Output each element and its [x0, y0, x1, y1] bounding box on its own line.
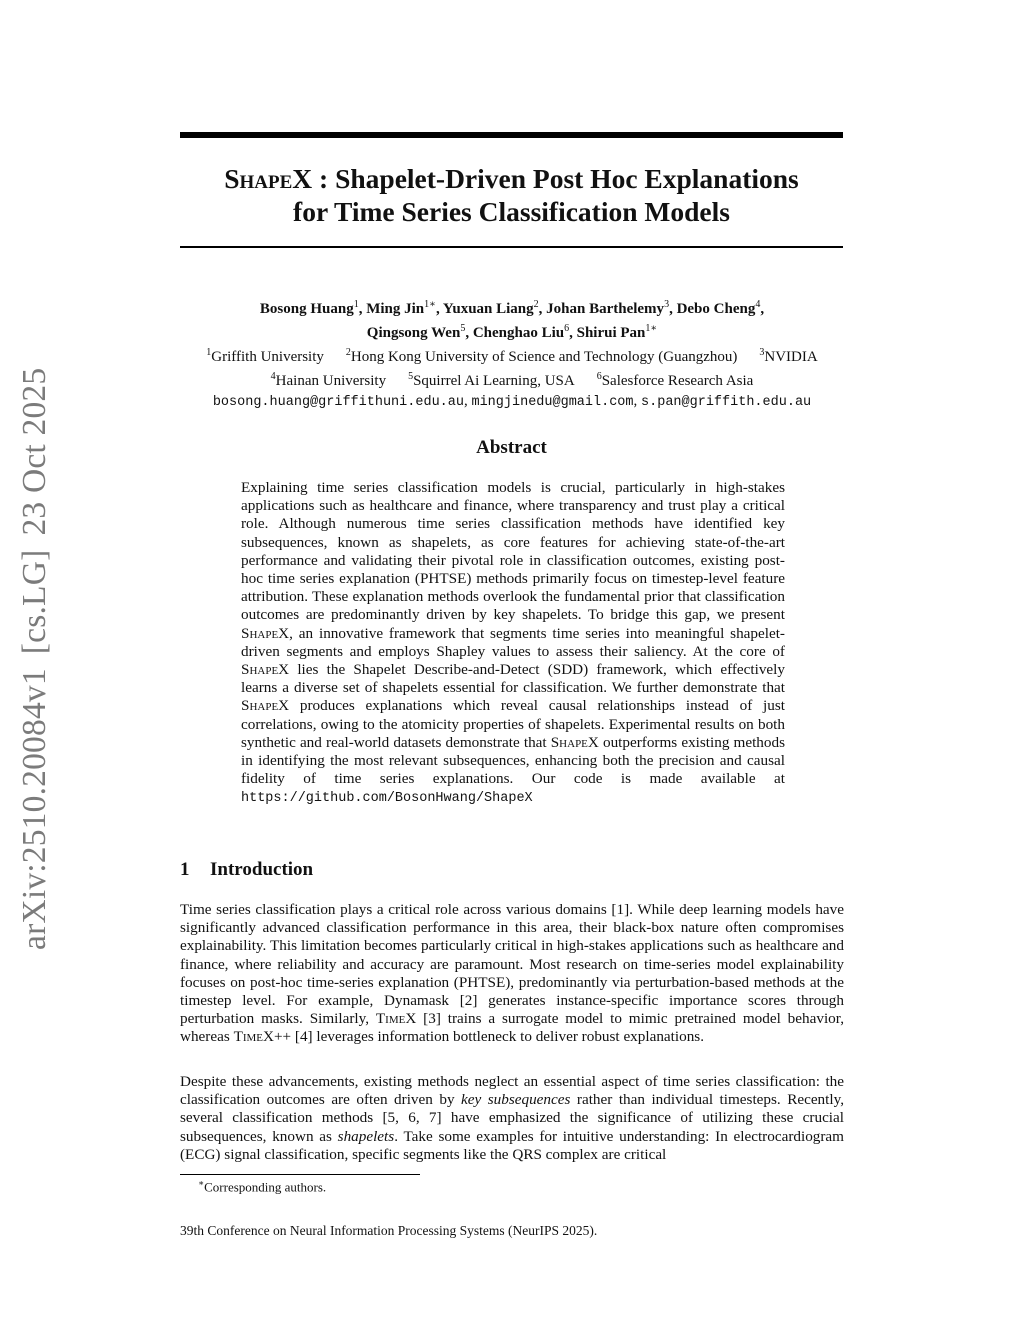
method-name: ShapeX — [241, 697, 290, 715]
author-affil-mark: 2 — [533, 299, 539, 310]
author-emails: bosong.huang@griffithuni.edu.au, mingjinedu@gmail.com, s.pan@griffith.edu.au — [212, 393, 812, 410]
method-name: TimeX — [375, 1010, 417, 1028]
author-name: Johan Barthelemy — [546, 301, 665, 317]
paragraph-text: rather than individual timesteps. Recently, several classification methods [5, 6, 7] have emphasized the significance of utilizing these crucial subsequences, known as — [180, 1091, 844, 1145]
abstract-text: lies the Shapelet Describe-and-Detect (SDD) framework, which effectively learns a diverse set of shapelets essential for classification. We further demonstrate that — [241, 661, 785, 697]
author-name: Ming Jin — [366, 301, 425, 317]
section-heading-introduction — [180, 859, 313, 881]
footnote — [198, 1178, 326, 1195]
title-bottom-rule — [180, 246, 843, 248]
section-title: Introduction — [210, 859, 314, 880]
authors-line1: Bosong Huang$^1$, Ming Jin$^{1∗}$, Yuxuan Liang$^2$, Johan Barthelemy$^3$, Debo Cheng$^4$, — [259, 299, 765, 317]
author-name: Debo Cheng — [676, 301, 756, 317]
method-name: ShapeX — [241, 661, 290, 679]
code-url-link[interactable]: https://github.com/BosonHwang/ShapeX — [241, 791, 533, 807]
affil-mark: 2 — [345, 347, 351, 358]
author-name: Chenghao Liu — [472, 325, 565, 341]
intro-paragraph-2 — [180, 1073, 844, 1164]
author-name: Shirui Pan — [576, 325, 646, 341]
abstract-text: , an innovative framework that segments time series into meaningful shapelet-driven segments and employs Shapley values to assess their saliency. At the core of — [241, 624, 785, 660]
affil-mark: 5 — [408, 371, 414, 382]
method-name: ShapeX — [241, 624, 290, 642]
email-link[interactable]: mingjinedu@gmail.com — [471, 395, 634, 410]
author-affil-mark: 5 — [460, 323, 466, 334]
intro-paragraph-1 — [180, 901, 844, 1047]
author-name: Bosong Huang — [259, 301, 354, 317]
authors-line2: Qingsong Wen$^5$, Chenghao Liu$^6$, Shirui Pan$^{1∗}$ — [366, 323, 658, 341]
title-top-rule — [180, 132, 843, 138]
arxiv-id: arXiv:2510.20084v1 — [16, 668, 53, 950]
author-name: Yuxuan Liang — [442, 301, 534, 317]
affiliation: Griffith University — [211, 349, 324, 365]
paragraph-text: Time series classification plays a critical role across various domains [1]. While deep learning models have significantly advanced classification performance in this area, their black-box nature often compromises explainability. This limitation becomes particularly critical in high-stakes applications such as healthcare and finance, where reliability and accuracy are paramount. Most research on time-series model explainability focuses on post-hoc time-series explanation (PHTSE), predominantly via perturbation-based methods at the timestep level. For example, Dynamask [2] generates instance-specific importance scores through perturbation masks. Similarly, — [180, 901, 844, 1028]
author-block — [150, 295, 874, 413]
author-affil-mark: 3 — [664, 299, 670, 310]
affiliation: Salesforce Research Asia — [601, 373, 754, 389]
arxiv-category: [cs.LG] — [16, 549, 53, 655]
emphasis: shapelets — [337, 1127, 395, 1145]
paragraph-text: Despite these advancements, existing methods neglect an essential aspect of time series classification: the classification outcomes are often driven by — [180, 1073, 844, 1109]
email-link[interactable]: bosong.huang@griffithuni.edu.au — [212, 395, 464, 410]
affil-mark: 6 — [596, 371, 602, 382]
author-affil-mark: 1∗ — [424, 299, 436, 310]
section-number: 1 — [180, 859, 190, 880]
abstract-heading: Abstract — [476, 437, 547, 458]
conference-note: 39th Conference on Neural Information Processing Systems (NeurIPS 2025). — [180, 1223, 598, 1238]
arxiv-date: 23 Oct 2025 — [16, 367, 53, 536]
title-method-name: ShapeX — [224, 163, 313, 194]
paragraph-text: . Take some examples for intuitive understanding: In electrocardiogram (ECG) signal classification, specific segments like the QRS complex are critical — [180, 1127, 844, 1163]
method-name: ShapeX — [550, 733, 599, 751]
affiliations-line2 — [150, 367, 874, 391]
author-affil-mark: 4 — [755, 299, 761, 310]
author-affil-mark: 1 — [353, 299, 359, 310]
author-name: Qingsong Wen — [366, 325, 461, 341]
abstract-text: Explaining time series classification models is crucial, particularly in high-stakes applications such as healthcare and finance, where transparency and trust play a critical role. Although numerous time series classification methods have identified key subsequences, known as shapelets, as core features for achieving state-of-the-art performance and validating their pivotal role in classification outcomes, existing post-hoc time series explanation (PHTSE) methods primarily focus on timestep-level feature attribution. These explanation methods overlook the fundamental prior that classification outcomes are predominantly driven by key shapelets. To bridge this gap, we present — [241, 479, 785, 624]
paragraph-text: [4] leverages information bottleneck to deliver robust explanations. — [291, 1028, 704, 1046]
method-name: TimeX++ — [233, 1028, 292, 1046]
abstract-body — [241, 479, 785, 809]
footnote-mark: ∗ — [198, 1178, 205, 1188]
title-line1: : Shapelet-Driven Post Hoc Explanations — [312, 163, 799, 194]
arxiv-sidebar-stamp — [16, 310, 60, 950]
author-affil-mark: 1∗ — [645, 323, 658, 334]
affiliation: Hong Kong University of Science and Technology (Guangzhou) — [350, 349, 738, 365]
footnote-text: Corresponding authors. — [204, 1179, 327, 1195]
title-line2: for Time Series Classification Models — [293, 196, 730, 227]
paragraph-text: [3] trains a surrogate model to mimic pretrained model behavior, whereas — [180, 1010, 844, 1046]
paper-title — [180, 162, 843, 228]
affiliation: Squirrel Ai Learning, USA — [413, 373, 575, 389]
footnote-rule — [180, 1174, 420, 1175]
affiliations-line1 — [150, 343, 874, 367]
email-link[interactable]: s.pan@griffith.edu.au — [641, 395, 812, 410]
affil-mark: 3 — [759, 347, 765, 358]
author-affil-mark: 6 — [564, 323, 570, 334]
affil-mark: 4 — [270, 371, 276, 382]
affiliation: NVIDIA — [764, 349, 818, 365]
emphasis: key subsequences — [461, 1091, 571, 1109]
affil-mark: 1 — [206, 347, 212, 358]
abstract-text: outperforms existing methods in identifying the most relevant subsequences, enhancing both the precision and causal fidelity of time series explanations. Our code is made available at — [241, 733, 785, 788]
affiliation: Hainan University — [275, 373, 387, 389]
abstract-text: produces explanations which reveal causal relationships instead of just correlations, owing to the atomicity properties of shapelets. Experimental results on both synthetic and real-world datasets demonstrate that — [241, 697, 785, 751]
